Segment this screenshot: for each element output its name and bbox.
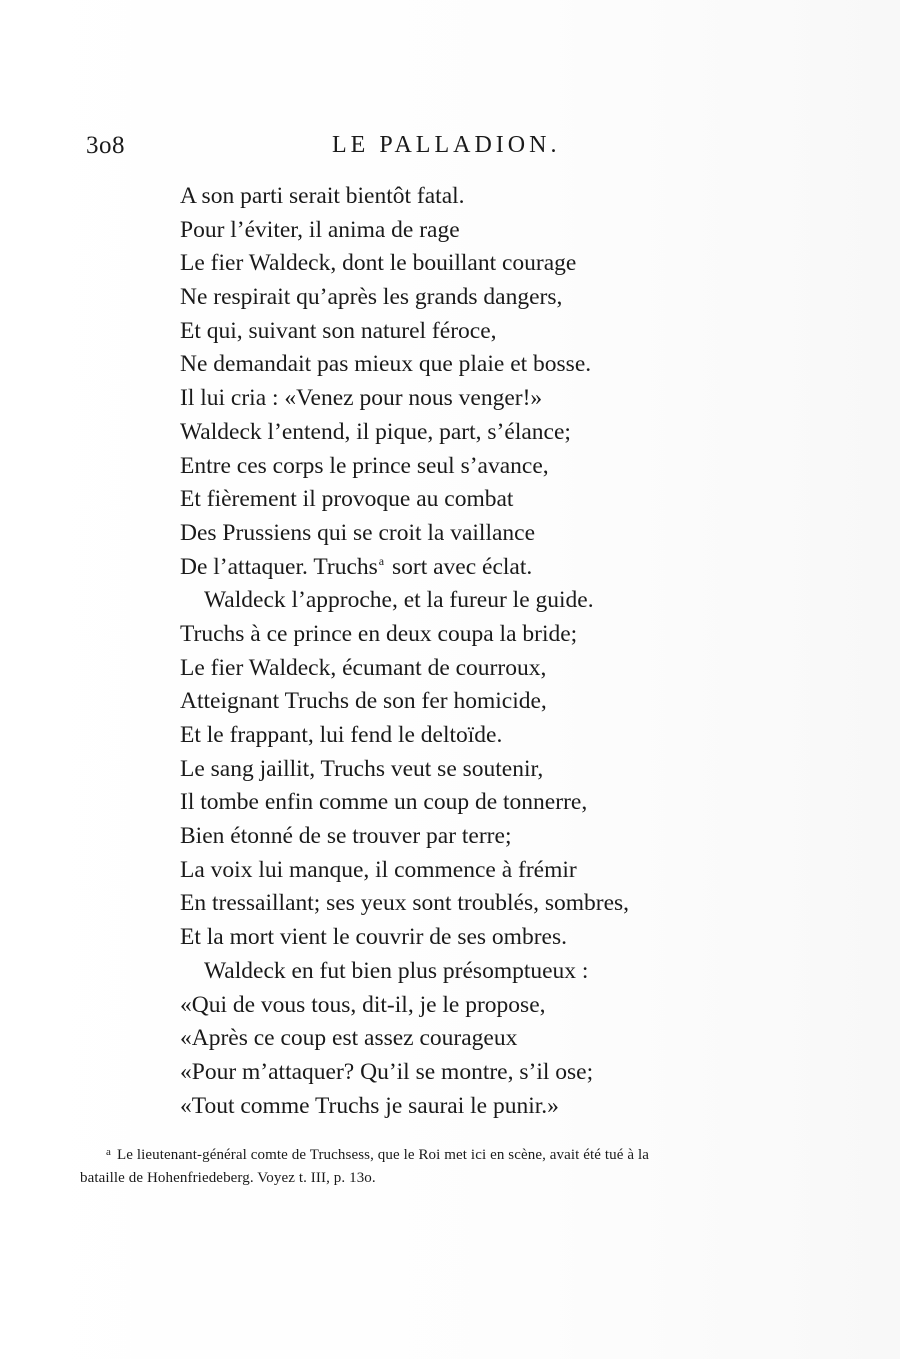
verse-text: Et le frappant, lui fend le deltoïde. — [180, 722, 503, 748]
verse-line — [180, 214, 740, 248]
verse-text: Le fier Waldeck, écumant de courroux, — [180, 654, 547, 681]
verse-line — [180, 685, 740, 719]
footnote-line: bataille de Hohenfriedeberg. Voyez t. III, p. 13o. — [80, 1170, 376, 1186]
verse-text: «Tout comme Truchs je saurai le punir.» — [180, 1092, 559, 1119]
verse-text: Et la mort vient le couvrir de ses ombres. — [180, 924, 567, 951]
verse-text: «Après ce coup est assez courageux — [180, 1025, 518, 1052]
page-number: 3o8 — [86, 132, 125, 159]
verse-text: Et fièrement il provoque au combat — [180, 486, 514, 513]
verse-line — [180, 281, 740, 315]
verse-line — [180, 786, 740, 820]
verse-line — [180, 348, 740, 382]
verse-text: Ne respirait qu’après les grands dangers, — [180, 284, 563, 311]
footnote-text: Le lieutenant-général comte de Truchsess, que le Roi met ici en scène, avait été tué à la — [116, 1147, 650, 1163]
verse-line — [180, 517, 740, 551]
verse-line — [180, 247, 740, 281]
verse-line — [180, 1056, 740, 1090]
footnote — [80, 1141, 840, 1190]
running-title: LE PALLADION. — [332, 132, 561, 158]
footnote-reference: a — [378, 553, 385, 568]
verse-text: «Pour m’attaquer? Qu’il se montre, s’il ose; — [180, 1058, 594, 1085]
verse-line — [180, 753, 740, 787]
verse-line — [180, 1022, 740, 1056]
verse-text: Waldeck en fut bien plus présomptueux : — [204, 957, 589, 984]
verse-line — [180, 551, 740, 585]
verse-line — [180, 652, 740, 686]
verse-text: sort avec éclat. — [386, 553, 533, 580]
verse-line — [180, 416, 740, 450]
verse-text: Pour l’éviter, il anima de rage — [180, 216, 460, 243]
verse-line — [180, 315, 740, 349]
verse-line — [180, 584, 740, 618]
verse-line — [180, 180, 740, 214]
verse-text: «Qui de vous tous, dit-il, je le propose, — [180, 991, 546, 1018]
footnote-line — [80, 1141, 840, 1167]
verse-line — [180, 382, 740, 416]
verse-line — [180, 989, 740, 1023]
verse-text: Ne demandait pas mieux que plaie et bosse. — [180, 351, 592, 378]
verse-text: Waldeck l’approche, et la fureur le guide. — [204, 587, 594, 614]
verse-text: Il tombe enfin comme un coup de tonnerre, — [180, 789, 588, 816]
verse-text: Atteignant Truchs de son fer homicide, — [180, 688, 547, 715]
verse-text: Truchs à ce prince en deux coupa la bride; — [180, 620, 578, 647]
verse-line — [180, 820, 740, 854]
verse-text: En tressaillant; ses yeux sont troublés, sombres, — [180, 890, 630, 917]
verse-text: De l’attaquer. Truchs — [180, 553, 378, 580]
verse-text: Entre ces corps le prince seul s’avance, — [180, 452, 549, 479]
footnote-marker: a — [106, 1146, 111, 1158]
verse-line — [180, 854, 740, 888]
verse-line — [180, 955, 740, 989]
verse-line — [180, 1090, 740, 1124]
verse-text: Bien étonné de se trouver par terre; — [180, 823, 512, 850]
verse-text: La voix lui manque, il commence à frémir — [180, 856, 577, 883]
verse-text: A son parti serait bientôt fatal. — [180, 183, 465, 209]
verse-line — [180, 719, 740, 753]
verse-line — [180, 483, 740, 517]
verse-text: Waldeck l’entend, il pique, part, s’élance; — [180, 418, 571, 445]
verse-line — [180, 887, 740, 921]
running-head — [86, 132, 606, 164]
verse-text: Le sang jaillit, Truchs veut se soutenir, — [180, 755, 544, 782]
verse-line — [180, 450, 740, 484]
verse-line — [180, 618, 740, 652]
verse-text: Le fier Waldeck, dont le bouillant courage — [180, 250, 577, 277]
verse-text: Des Prussiens qui se croit la vaillance — [180, 519, 536, 546]
poem-verse — [180, 180, 740, 1123]
verse-text: Il lui cria : «Venez pour nous venger!» — [180, 385, 543, 412]
verse-text: Et qui, suivant son naturel féroce, — [180, 317, 497, 344]
verse-line — [180, 921, 740, 955]
